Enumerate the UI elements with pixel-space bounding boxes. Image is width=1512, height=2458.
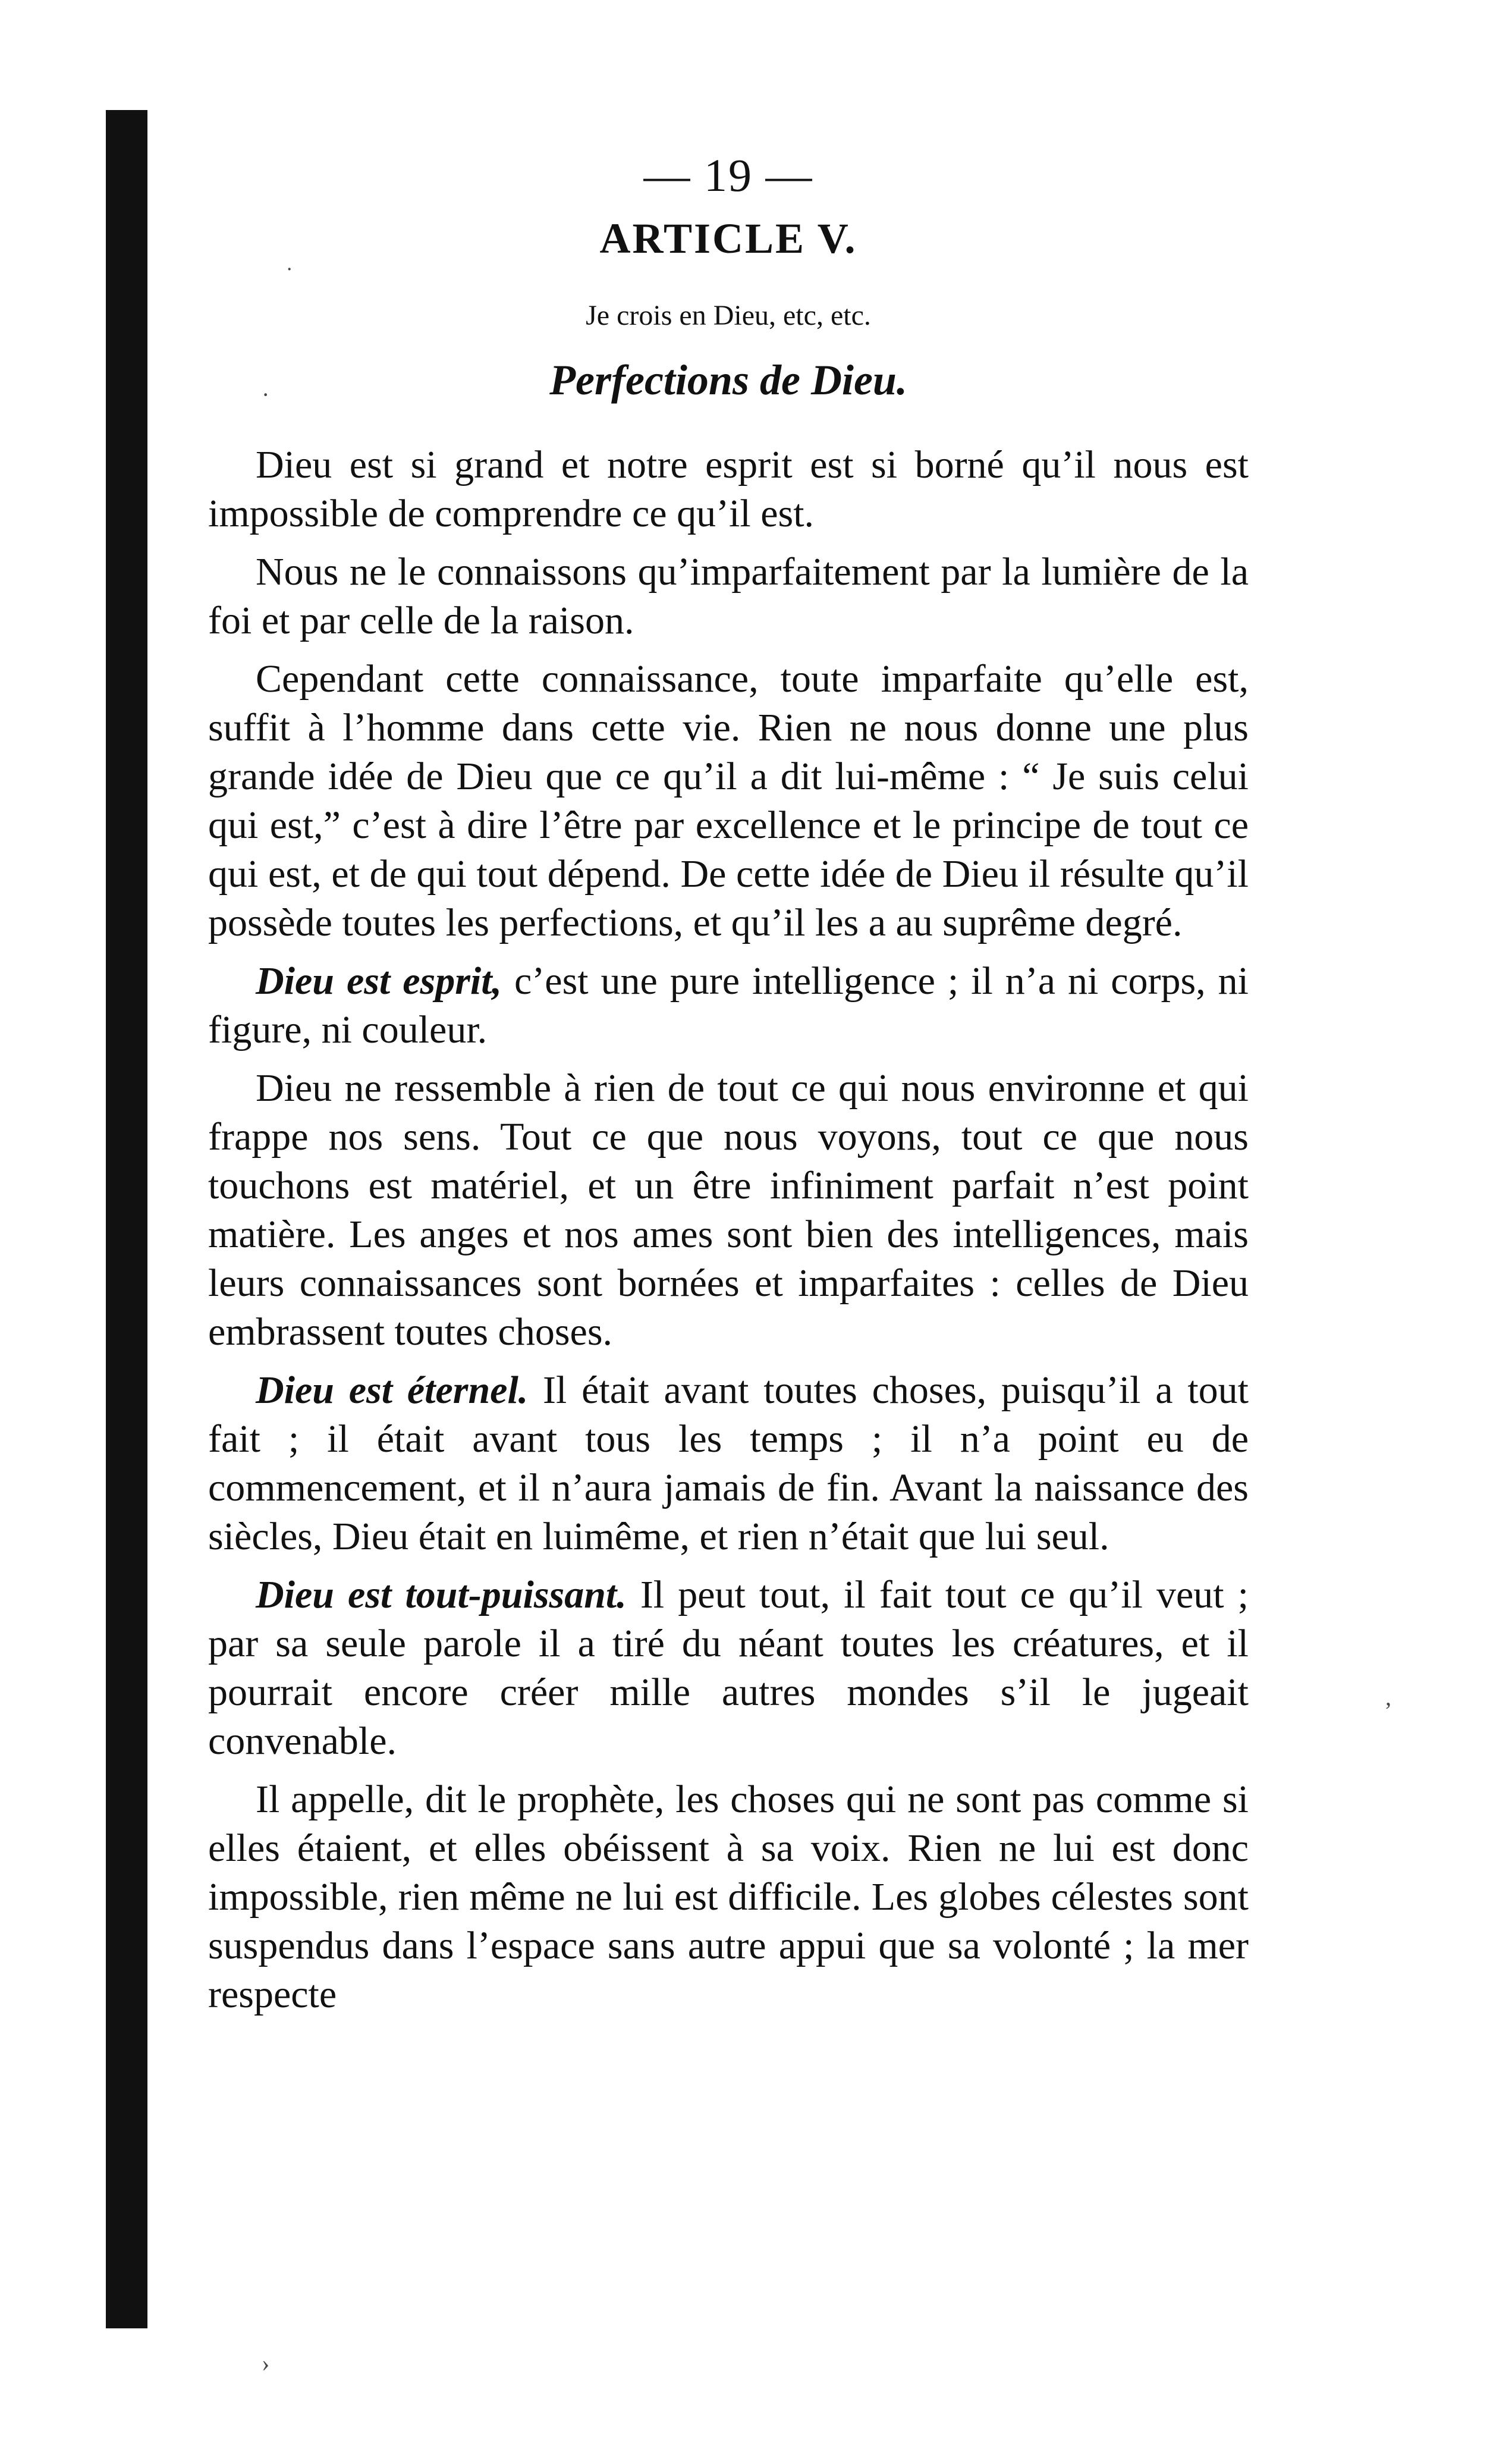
subtitle: Je crois en Dieu, etc, etc. xyxy=(586,300,871,331)
paragraph xyxy=(208,655,1249,947)
paragraph-text: Dieu ne ressemble à rien de tout ce qui nous environne et qui frappe nos sens. Tout ce que nous voyons, tout ce que nous touchons est matériel, et un être infiniment parfait n’est point matière. Les anges et nos ames sont bien des intelligences, mais leurs connaissances sont bornées et imparfaites : celles de Dieu embrassent toutes choses. xyxy=(208,1066,1249,1354)
paragraph-lead: Dieu est éternel. xyxy=(256,1368,529,1412)
paragraph xyxy=(208,1571,1249,1766)
paragraph xyxy=(208,957,1249,1054)
paragraph-text: Nous ne le connaissons qu’imparfaitement par la lumière de la foi et par celle de la raison. xyxy=(208,550,1249,642)
ink-speck: › xyxy=(262,2350,270,2377)
paragraph-text: c’est une pure intelligence ; il n’a ni corps, ni figure, ni couleur. xyxy=(208,959,1249,1051)
paragraph-lead: Dieu est tout-puissant. xyxy=(256,1573,627,1616)
page xyxy=(208,149,1249,2029)
paragraph-text: Cependant cette connaissance, toute imparfaite qu’elle est, suffit à l’homme dans cette vie. Rien ne nous donne une plus grande idée de Dieu que ce qu’il a dit lui-même : “ Je suis celui qui est,” c’est à dire l’être par excellence et le principe de tout ce qui est, et de qui tout dépend. De cette idée de Dieu il résulte qu’il possède toutes les perfections, et qu’il les a au suprême degré. xyxy=(208,657,1249,944)
paragraph-lead: Dieu est esprit, xyxy=(256,959,502,1003)
paragraph xyxy=(208,1064,1249,1357)
paragraph-text: Il était avant toutes choses, puisqu’il a tout fait ; il était avant tous les temps ; il n’a point eu de commencement, et il n’aura jamais de fin. Avant la naissance des siècles, Dieu était en luimême, et rien n’était que lui seul. xyxy=(208,1368,1249,1558)
paragraph xyxy=(208,548,1249,645)
body-text xyxy=(208,441,1249,2019)
paragraph-text: Dieu est si grand et notre esprit est si borné qu’il nous est impossible de comprendre ce qu’il est. xyxy=(208,443,1249,535)
paragraph-text: Il appelle, dit le prophète, les choses qui ne sont pas comme si elles étaient, et elles obéissent à sa voix. Rien ne lui est donc impossible, rien même ne lui est difficile. Les globes célestes sont suspendus dans l’espace sans autre appui que sa volonté ; la mer respecte xyxy=(208,1778,1249,2016)
paragraph xyxy=(208,441,1249,538)
section-title: Perfections de Dieu. xyxy=(549,356,907,404)
paragraph xyxy=(208,1775,1249,2019)
ink-speck: ˙ xyxy=(285,262,294,289)
page-binding-edge xyxy=(106,110,147,2328)
paragraph xyxy=(208,1366,1249,1561)
paragraph-text: Il peut tout, il fait tout ce qu’il veut ; par sa seule parole il a tiré du néant toutes les créatures, et il pourrait encore créer mille autres mondes s’il le jugeait convenable. xyxy=(208,1573,1249,1763)
article-title: ARTICLE V. xyxy=(599,215,857,262)
page-number: — 19 — xyxy=(643,149,813,201)
ink-speck: , xyxy=(1385,1684,1391,1710)
ink-speck: · xyxy=(262,381,270,408)
